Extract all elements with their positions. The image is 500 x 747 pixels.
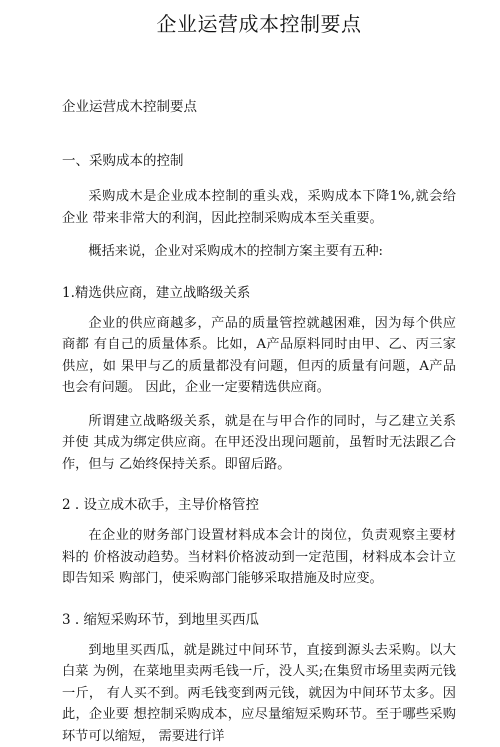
paragraph: 所谓建立战略级关系，就是在与甲合作的同时，与乙建立关系并使 其成为绑定供应商。在甲还没出现问题前，虽暂时无法跟乙合作，但与 乙始终保持关系。即留后路。 — [62, 411, 456, 476]
document-heading: 企业运营成木控制要点 — [62, 95, 456, 115]
paragraph: 采购成木是企业成本控制的重头戏，采购成本下降1%,就会给 企业 带来非常大的利润，因此控制采购成本至关重要。 — [62, 186, 456, 229]
paragraph: 概括来说，企业对采购成木的控制方案主要有五种: — [62, 241, 456, 263]
section-heading-supplier: 1.精选供应商，建立战略级关系 — [62, 281, 456, 301]
paragraph: 在企业的财务部门设置材料成本会计的岗位，负责观察主要材料的 价格波动趋势。当材料价格波动到一定范围，材料成本会计立即告知采 购部门，使采购部门能够采取措施及时应变。 — [62, 525, 456, 590]
document-title: 企业运营成本控制要点 — [62, 8, 456, 37]
paragraph: 企业的供应商越多，产品的质量管控就越困难，因为每个供应商都 有自己的质量体系。比如，A产品原料同时由甲、乙、丙三家供应，如 果甲与乙的质量都没有问题，但丙的质量有问题，A产品也会有问题。 因此，企业一定要精选供应商。 — [62, 313, 456, 399]
section-heading-purchasing: 一、采购成本的控制 — [62, 149, 456, 169]
paragraph: 到地里买西瓜，就是跳过中间环节，直接到源头去采购。以大白菜 为例，在菜地里卖两毛钱一斤，没人买;在集贸市场里卖两元钱一斤， 有人买不到。两毛钱变到两元钱，就因为中间环节太多。因此，企业要 想控制采购成本，应尽量缩短采购环节。至于哪些采购环节可以缩短， 需要进行详 — [62, 640, 456, 747]
section-heading-cost-cutter: 2 . 设立成木砍手，主导价格管控 — [62, 493, 456, 513]
section-heading-shorten-chain: 3 . 缩短采购环节，到地里买西瓜 — [62, 608, 456, 628]
document-page — [0, 8, 500, 705]
